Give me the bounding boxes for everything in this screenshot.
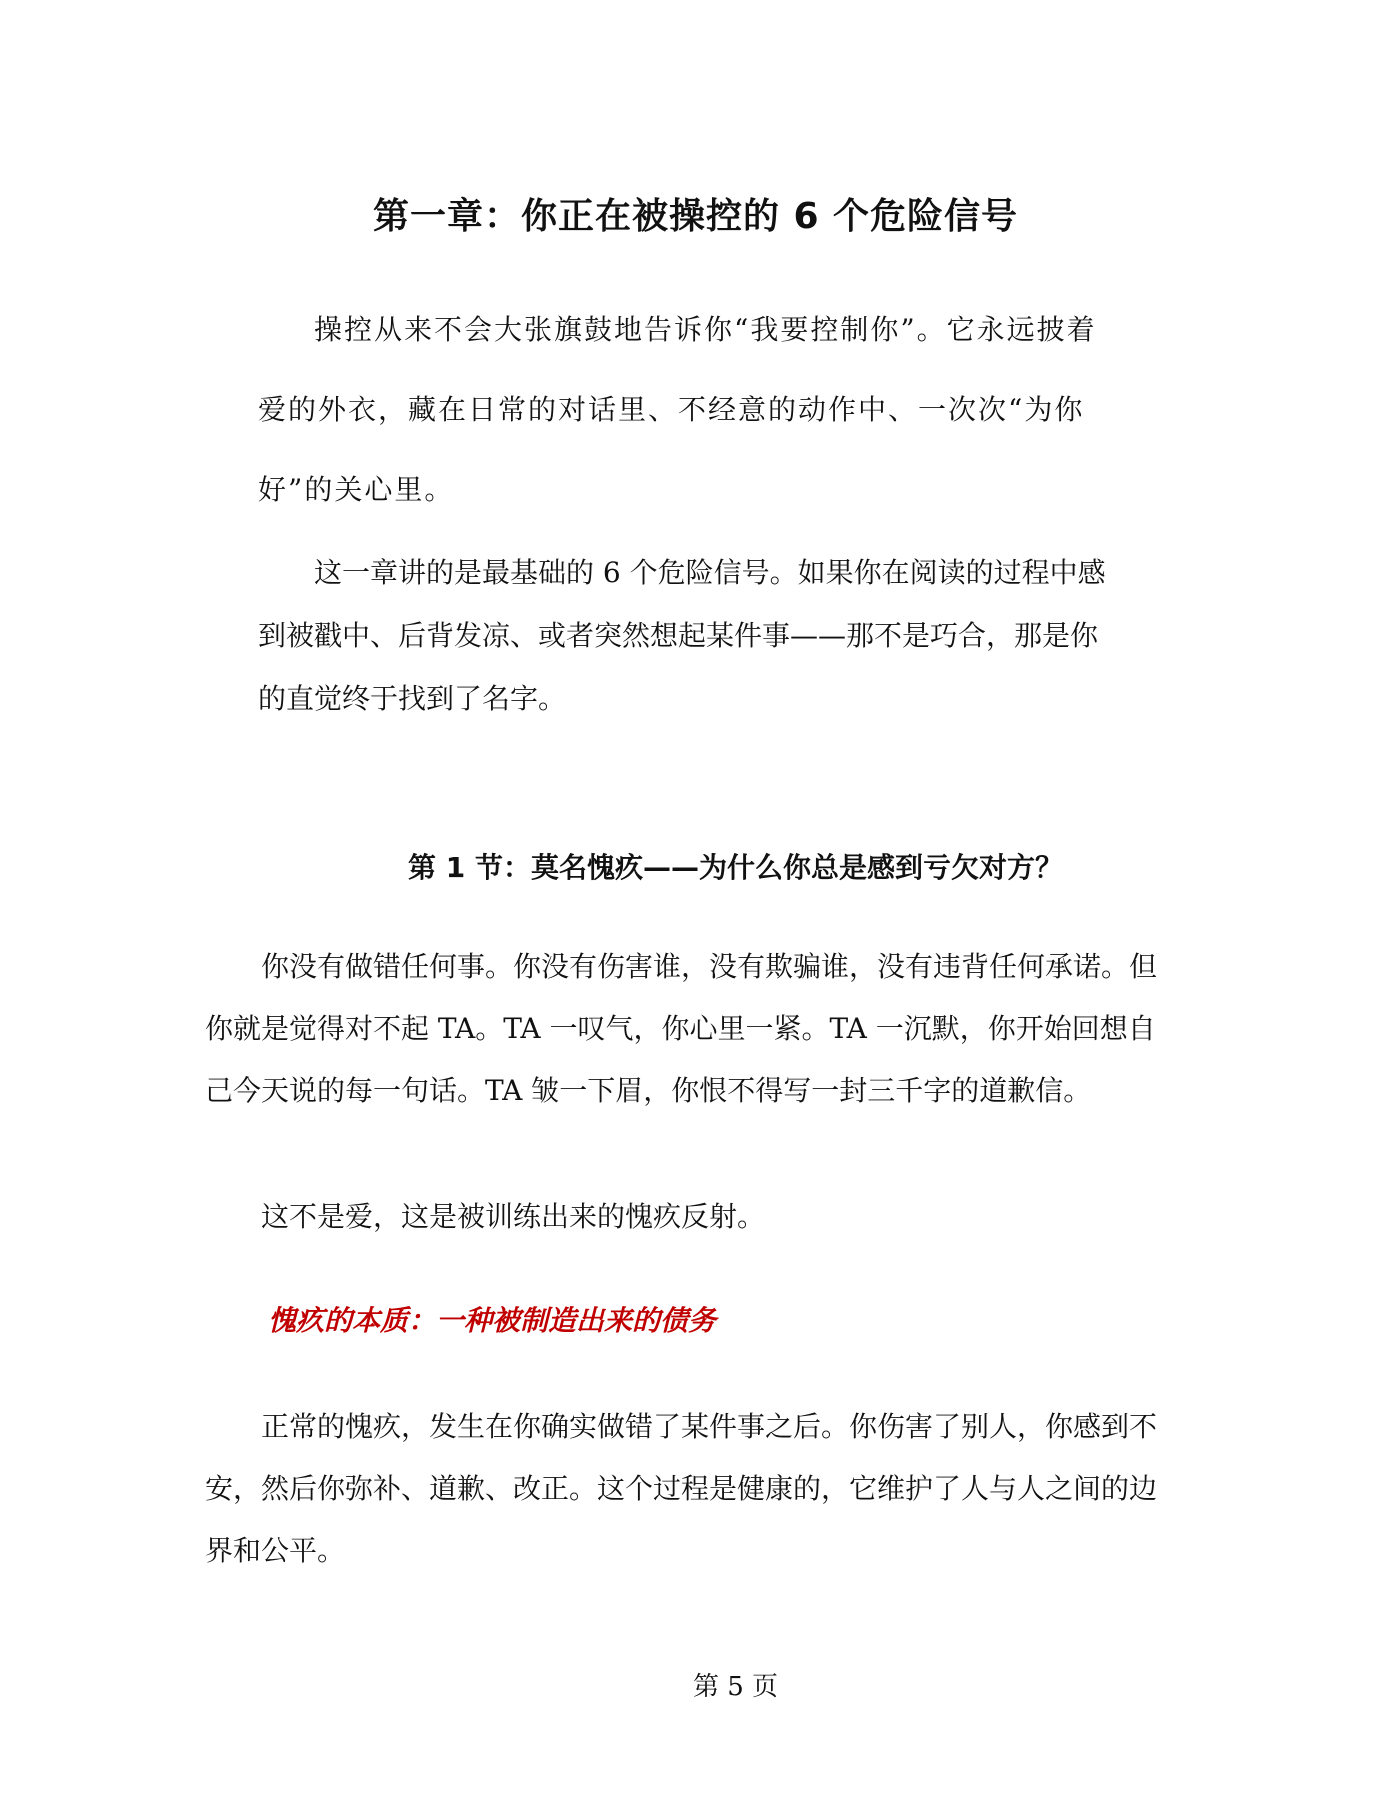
intro-paragraph: 操控从来不会大张旗鼓地告诉你“我要控制你”。它永远披着爱的外衣，藏在日常的对话里、不经意的动作中、一次次“为你好”的关心里。 [258, 313, 1097, 506]
page-number: 第 5 页 [692, 1672, 779, 1702]
body-paragraph: 你没有做错任何事。你没有伤害谁，没有欺骗谁，没有违背任何承诺。但你就是觉得对不起 TA。TA 一叹气，你心里一紧。TA 一沉默，你开始回想自己今天说的每一句话。TA 皱一下眉，你恨不得写一封三千字的道歉信。 [205, 950, 1158, 1107]
body-paragraph: 正常的愧疚，发生在你确实做错了某件事之后。你伤害了别人，你感到不安，然后你弥补、道歉、改正。这个过程是健康的，它维护了人与人之间的边界和公平。 [205, 1410, 1158, 1567]
body-paragraph: 这不是爱，这是被训练出来的愧疚反射。 [261, 1200, 766, 1233]
intro-paragraph: 这一章讲的是最基础的 6 个危险信号。如果你在阅读的过程中感到被戳中、后背发凉、或者突然想起某件事——那不是巧合，那是你的直觉终于找到了名字。 [258, 556, 1106, 715]
section-title: 第 1 节：莫名愧疚——为什么你总是感到亏欠对方？ [408, 851, 1063, 884]
chapter-title: 第一章：你正在被操控的 6 个危险信号 [372, 196, 1019, 237]
subheading: 愧疚的本质：一种被制造出来的债务 [268, 1304, 717, 1337]
